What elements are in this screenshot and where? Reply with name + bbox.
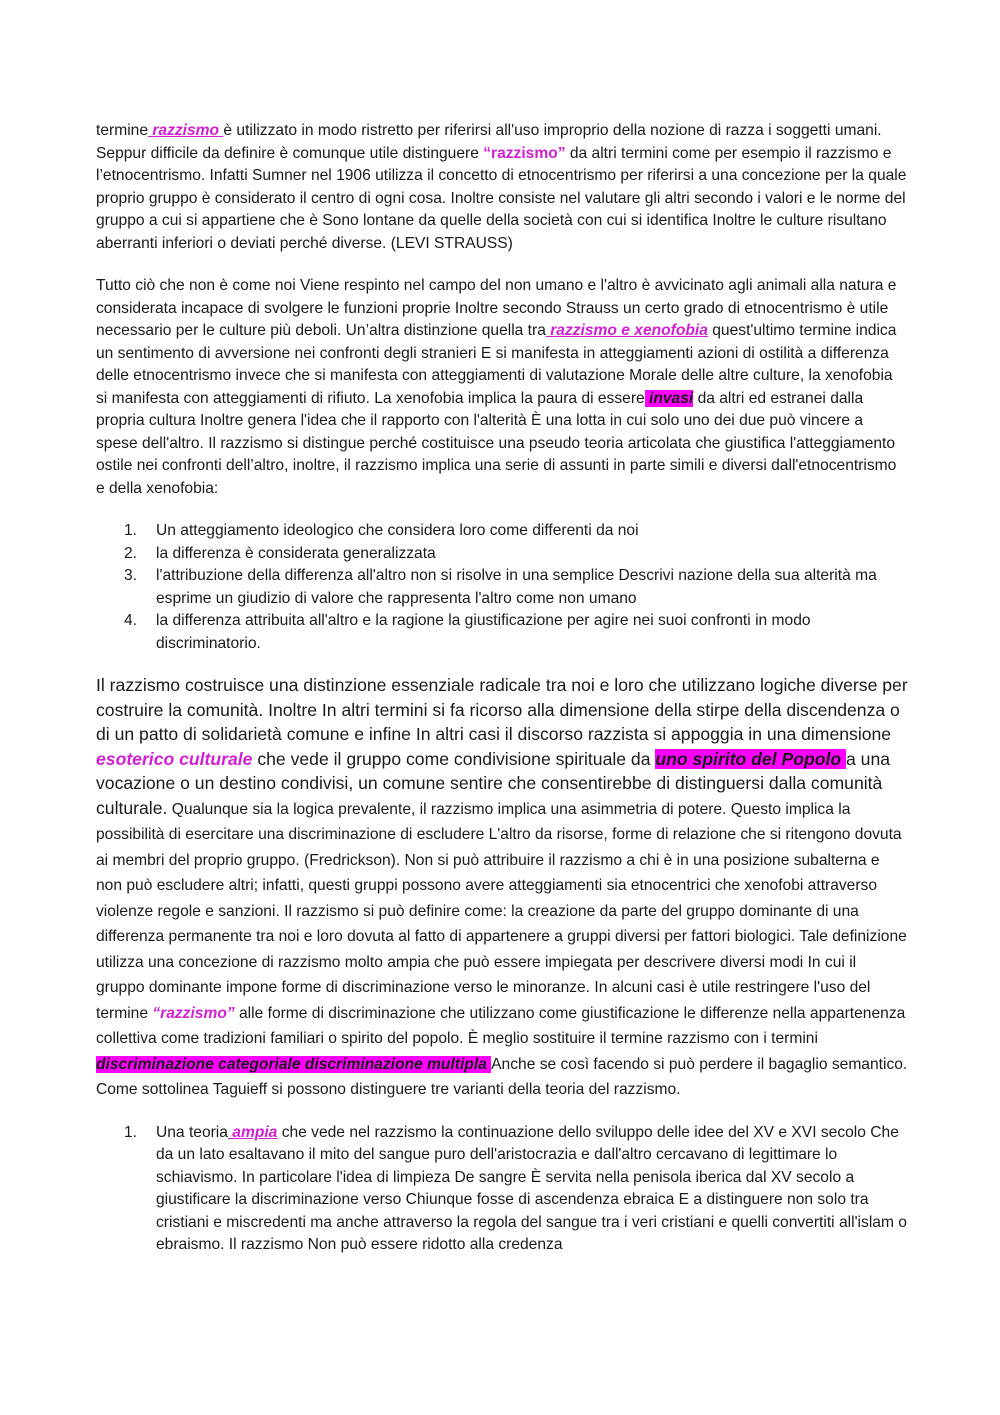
list-item — [96, 565, 908, 610]
text-run: termine — [96, 122, 148, 139]
highlight-spirito-popolo: uno spirito del Popolo — [655, 748, 846, 769]
text-run: a una vocazione o un destino condivisi, un comune sentire che consentirebbe di distinguersi dalla comunità culturale. — [96, 748, 891, 818]
list-text: la differenza è considerata generalizzata — [156, 544, 436, 562]
list-number: 1. — [124, 1123, 138, 1141]
paragraph-1 — [96, 120, 908, 255]
text-run: da altri ed estranei dalla propria cultura Inoltre genera l'idea che il rapporto con l'alterità È una lotta in cui solo uno dei due può vincere a spese dell'altro. Il razzismo si distingue perché costituisce una pseudo teoria articolata che giustifica l'atteggiamento ostile nei confronti dell’altro, inoltre, il razzismo implica una serie di assunti in parte simili e diversi dall'etnocentrismo e della xenofobia: — [96, 389, 897, 497]
list-item — [96, 543, 908, 566]
text-run: è utilizzato in modo ristretto per riferirsi all'uso improprio della nozione di razza i soggetti umani. Seppur difficile da definire è comunque utile distinguere — [96, 122, 882, 162]
list-number: 3. — [124, 567, 138, 584]
text-run: da altri termini come per esempio il razzismo e l’etnocentrismo. Infatti Sumner nel 1906 utilizza il concetto di etnocentrismo per riferirsi a una concezione per la quale proprio gruppo è considerato il centro di ogni cosa. Inoltre consiste nel valutare gli altri secondo i valori e le norme del gruppo a cui si appartiene che è Sono lontane da quelle della società con cui si identifica Inoltre le culture risultano aberranti inferiori o deviati perché diverse. (LEVI STRAUSS) — [96, 144, 907, 252]
highlight-esoterico-culturale: esoterico culturale — [96, 748, 253, 769]
list-item — [96, 610, 908, 655]
list-number: 4. — [124, 612, 138, 629]
text-run: Qualunque sia la logica prevalente, il razzismo implica una asimmetria di potere. Questo implica la possibilità di esercitare una discriminazione di escludere L'altro da risorse, forme di relazione che si ritengono dovuta ai membri del proprio gruppo. (Fredrickson). Non si può attribuire il razzismo a chi è in una posizione subalterna e non può escludere altri; infatti, questi gruppi possono avere atteggiamenti sia etnocentrici che xenofobi attraverso violenze regole e sanzioni. Il razzismo si può definire come: la creazione da parte del gruppo dominante di una differenza permanente tra noi e loro dovuta al fatto di appartenere a gruppi diversi per fattori biologici. Tale definizione utilizza una concezione di razzismo molto ampia che può essere impiegata per descrivere diversi modi In cui il gruppo dominante impone forme di discriminazione verso le minoranze. In alcuni casi è utile restringere l'uso del termine — [96, 800, 907, 1022]
list-item — [96, 1122, 908, 1257]
list-number: 2. — [124, 544, 138, 562]
text-run: che vede il gruppo come condivisione spirituale da — [252, 748, 656, 769]
highlight-invasi: invasi — [644, 389, 694, 407]
highlight-razzismo: razzismo — [148, 122, 224, 139]
text-run: Tutto ciò che non è come noi Viene respinto nel campo del non umano e l'altro è avvicinato agli animali alla natura e considerata incapace di svolgere le funzioni proprie Inoltre secondo Strauss un certo grado di etnocentrismo è utile necessario per le culture più deboli. Un’altra distinzione quella tra — [96, 277, 897, 339]
list-text: l'attribuzione della differenza all'altro non si risolve in una semplice Descrivi nazione della sua alterità ma esprime un giudizio di valore che rappresenta l'altro come non umano — [156, 567, 877, 607]
paragraph-2 — [96, 275, 908, 500]
text-run: che vede nel razzismo la continuazione dello sviluppo delle idee del XV e XVI secolo Che da un lato esaltavano il mito del sangue puro dell'aristocrazia e dall'altro cercavano di legittimare lo schiavismo. In particolare l'idea di limpieza De sangre È servita nella penisola iberica dal XV secolo a giustificare la discriminazione verso Chiunque fosse di ascendenza ebraica E a distinguere non solo tra cristiani e miscredenti ma anche attraverso la regola del sangue tra i veri cristiani e quelli convertiti all'islam o ebraismo. Il razzismo Non può essere ridotto alla credenza — [156, 1123, 907, 1253]
list-text: Un atteggiamento ideologico che considera loro come differenti da noi — [156, 522, 639, 539]
highlight-razzismo-xenofobia: razzismo e xenofobia — [545, 322, 708, 339]
text-run: Il razzismo costruisce una distinzione essenziale radicale tra noi e loro che utilizzano logiche diverse per costruire la comunità. Inoltre In altri termini si fa ricorso alla dimensione della stirpe della discendenza o di un patto di solidarietà comune e infine In altri casi il discorso razzista si appoggia in una dimensione — [96, 675, 908, 744]
text-run: Una teoria — [156, 1123, 228, 1141]
numbered-list-1 — [96, 520, 908, 655]
document-page — [96, 120, 908, 1275]
highlight-razzismo-quoted: “razzismo” — [483, 144, 566, 162]
text-run: alle forme di discriminazione che utilizzano come giustificazione le differenze nella appartenenza collettiva come tradizioni familiari o spirito del popolo. È meglio sostituire il termine razzismo con i termini — [96, 1004, 906, 1047]
text-run: quest'ultimo termine indica un sentimento di avversione nei confronti degli stranieri E si manifesta in atteggiamenti azioni di ostilità a differenza delle etnocentrismo invece che si manifesta con atteggiamenti di valutazione Morale delle altre culture, la xenofobia si manifesta con atteggiamenti di rifiuto. La xenofobia implica la paura di essere — [96, 322, 897, 407]
highlight-discriminazione: discriminazione categoriale discriminazione multipla — [96, 1055, 492, 1073]
paragraph-3 — [96, 673, 908, 1102]
list-item — [96, 520, 908, 543]
list-text: la differenza attribuita all'altro e la ragione la giustificazione per agire nei suoi confronti in modo discriminatorio. — [156, 612, 811, 652]
numbered-list-2 — [96, 1122, 908, 1257]
highlight-ampia: ampia — [227, 1123, 278, 1141]
text-run: Anche se così facendo si può perdere il bagaglio semantico. Come sottolinea Taguieff si possono distinguere tre varianti della teoria del razzismo. — [96, 1055, 908, 1098]
list-number: 1. — [124, 522, 138, 539]
highlight-razzismo-quoted-2: “razzismo” — [152, 1004, 235, 1022]
